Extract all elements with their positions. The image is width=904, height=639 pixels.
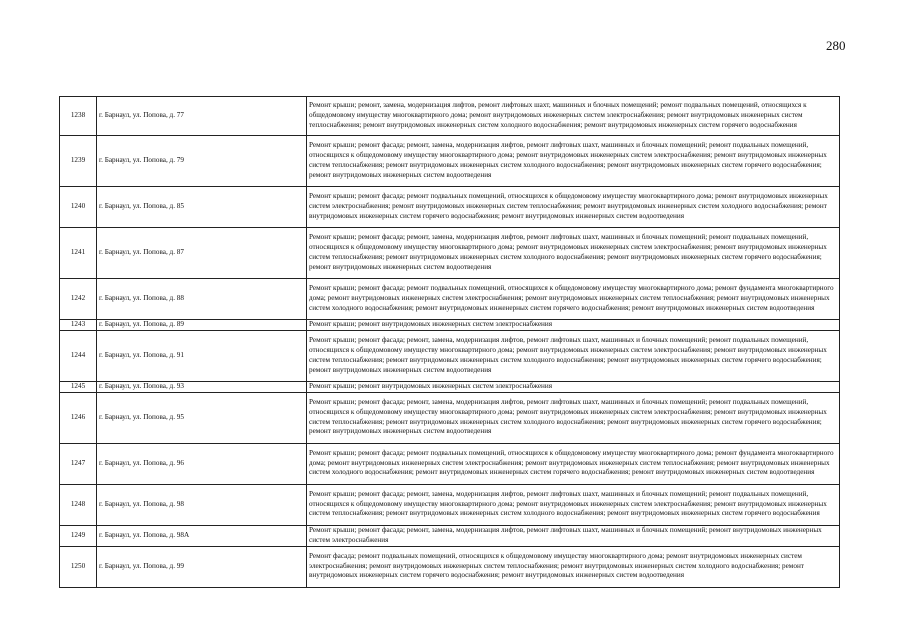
row-number: 1238 (60, 97, 97, 136)
row-works: Ремонт крыши; ремонт фасада; ремонт подвальных помещений, относящихся к общедомовому имуществу многоквартирного дома; ремонт фундамента многоквартирного дома; ремонт внутридомовых инженерных систем электроснабжения; ремонт внутридомовых инженерных систем теплоснабжения; ремонт внутридомовых инженерных систем холодного водоснабжения; ремонт внутридомовых инженерных систем горячего водоснабжения; ремонт внутридомовых инженерных систем водоотведения (307, 443, 840, 484)
table-row (60, 381, 840, 392)
row-works: Ремонт крыши; ремонт внутридомовых инженерных систем электроснабжения (307, 381, 840, 392)
row-address: г. Барнаул, ул. Попова, д. 77 (97, 97, 307, 136)
table-row (60, 228, 840, 279)
row-number: 1246 (60, 392, 97, 443)
row-works: Ремонт крыши; ремонт фасада; ремонт, замена, модернизация лифтов, ремонт лифтовых шахт, машинных и блочных помещений; ремонт подвальных помещений, относящихся к общедомовому имуществу многоквартирного дома; ремонт внутридомовых инженерных систем электроснабжения; ремонт внутридомовых инженерных систем теплоснабжения; ремонт внутридомовых инженерных систем холодного водоснабжения; ремонт внутридомовых инженерных систем горячего водоснабжения; ремонт внутридомовых инженерных систем водоотведения (307, 228, 840, 279)
row-number: 1244 (60, 330, 97, 381)
row-address: г. Барнаул, ул. Попова, д. 85 (97, 187, 307, 228)
row-works: Ремонт крыши; ремонт фасада; ремонт подвальных помещений, относящихся к общедомовому имуществу многоквартирного дома; ремонт фундамента многоквартирного дома; ремонт внутридомовых инженерных систем электроснабжения; ремонт внутридомовых инженерных систем теплоснабжения; ремонт внутридомовых инженерных систем холодного водоснабжения; ремонт внутридомовых инженерных систем горячего водоснабжения; ремонт внутридомовых инженерных систем водоотведения (307, 279, 840, 320)
table-row (60, 546, 840, 587)
row-number: 1243 (60, 320, 97, 331)
row-works: Ремонт крыши; ремонт фасада; ремонт, замена, модернизация лифтов, ремонт лифтовых шахт, машинных и блочных помещений; ремонт подвальных помещений, относящихся к общедомовому имуществу многоквартирного дома; ремонт внутридомовых инженерных систем электроснабжения; ремонт внутридомовых инженерных систем теплоснабжения; ремонт внутридомовых инженерных систем холодного водоснабжения; ремонт внутридомовых инженерных систем горячего водоснабжения (307, 484, 840, 525)
row-address: г. Барнаул, ул. Попова, д. 99 (97, 546, 307, 587)
table-row (60, 484, 840, 525)
table-row (60, 279, 840, 320)
row-works: Ремонт крыши; ремонт фасада; ремонт, замена, модернизация лифтов, ремонт лифтовых шахт, машинных и блочных помещений; ремонт подвальных помещений, относящихся к общедомовому имуществу многоквартирного дома; ремонт внутридомовых инженерных систем электроснабжения; ремонт внутридомовых инженерных систем теплоснабжения; ремонт внутридомовых инженерных систем холодного водоснабжения; ремонт внутридомовых инженерных систем горячего водоснабжения; ремонт внутридомовых инженерных систем водоотведения (307, 136, 840, 187)
table-row (60, 187, 840, 228)
row-works: Ремонт крыши; ремонт, замена, модернизация лифтов, ремонт лифтовых шахт, машинных и блочных помещений; ремонт подвальных помещений, относящихся к общедомовому имуществу многоквартирного дома; ремонт внутридомовых инженерных систем электроснабжения; ремонт внутридомовых инженерных систем теплоснабжения; ремонт внутридомовых инженерных систем холодного водоснабжения; ремонт внутридомовых инженерных систем горячего водоснабжения (307, 97, 840, 136)
row-address: г. Барнаул, ул. Попова, д. 88 (97, 279, 307, 320)
row-address: г. Барнаул, ул. Попова, д. 98А (97, 525, 307, 546)
repair-registry-table (59, 96, 840, 588)
row-address: г. Барнаул, ул. Попова, д. 89 (97, 320, 307, 331)
row-address: г. Барнаул, ул. Попова, д. 79 (97, 136, 307, 187)
row-address: г. Барнаул, ул. Попова, д. 87 (97, 228, 307, 279)
row-number: 1240 (60, 187, 97, 228)
table-row (60, 320, 840, 331)
row-works: Ремонт крыши; ремонт фасада; ремонт, замена, модернизация лифтов, ремонт лифтовых шахт, машинных и блочных помещений; ремонт внутридомовых инженерных систем электроснабжения (307, 525, 840, 546)
row-number: 1250 (60, 546, 97, 587)
row-number: 1245 (60, 381, 97, 392)
table-row (60, 97, 840, 136)
row-number: 1249 (60, 525, 97, 546)
row-address: г. Барнаул, ул. Попова, д. 93 (97, 381, 307, 392)
table-row (60, 330, 840, 381)
row-number: 1247 (60, 443, 97, 484)
row-address: г. Барнаул, ул. Попова, д. 91 (97, 330, 307, 381)
row-works: Ремонт крыши; ремонт фасада; ремонт, замена, модернизация лифтов, ремонт лифтовых шахт, машинных и блочных помещений; ремонт подвальных помещений, относящихся к общедомовому имуществу многоквартирного дома; ремонт внутридомовых инженерных систем электроснабжения; ремонт внутридомовых инженерных систем теплоснабжения; ремонт внутридомовых инженерных систем холодного водоснабжения; ремонт внутридомовых инженерных систем горячего водоснабжения; ремонт внутридомовых инженерных систем водоотведения (307, 330, 840, 381)
page-number: 280 (826, 38, 846, 53)
row-number: 1239 (60, 136, 97, 187)
table-row (60, 525, 840, 546)
row-address: г. Барнаул, ул. Попова, д. 98 (97, 484, 307, 525)
row-works: Ремонт крыши; ремонт внутридомовых инженерных систем электроснабжения (307, 320, 840, 331)
row-number: 1241 (60, 228, 97, 279)
row-address: г. Барнаул, ул. Попова, д. 96 (97, 443, 307, 484)
row-works: Ремонт крыши; ремонт фасада; ремонт, замена, модернизация лифтов, ремонт лифтовых шахт, машинных и блочных помещений; ремонт подвальных помещений, относящихся к общедомовому имуществу многоквартирного дома; ремонт внутридомовых инженерных систем электроснабжения; ремонт внутридомовых инженерных систем теплоснабжения; ремонт внутридомовых инженерных систем холодного водоснабжения; ремонт внутридомовых инженерных систем горячего водоснабжения; ремонт внутридомовых инженерных систем водоотведения (307, 392, 840, 443)
table-row (60, 443, 840, 484)
row-number: 1248 (60, 484, 97, 525)
row-works: Ремонт фасада; ремонт подвальных помещений, относящихся к общедомовому имуществу многоквартирного дома; ремонт внутридомовых инженерных систем электроснабжения; ремонт внутридомовых инженерных систем теплоснабжения; ремонт внутридомовых инженерных систем холодного водоснабжения; ремонт внутридомовых инженерных систем горячего водоснабжения; ремонт внутридомовых инженерных систем водоотведения (307, 546, 840, 587)
row-address: г. Барнаул, ул. Попова, д. 95 (97, 392, 307, 443)
table-row (60, 392, 840, 443)
row-works: Ремонт крыши; ремонт фасада; ремонт подвальных помещений, относящихся к общедомовому имуществу многоквартирного дома; ремонт внутридомовых инженерных систем электроснабжения; ремонт внутридомовых инженерных систем теплоснабжения; ремонт внутридомовых инженерных систем холодного водоснабжения; ремонт внутридомовых инженерных систем горячего водоснабжения; ремонт внутридомовых инженерных систем водоотведения (307, 187, 840, 228)
row-number: 1242 (60, 279, 97, 320)
table-row (60, 136, 840, 187)
